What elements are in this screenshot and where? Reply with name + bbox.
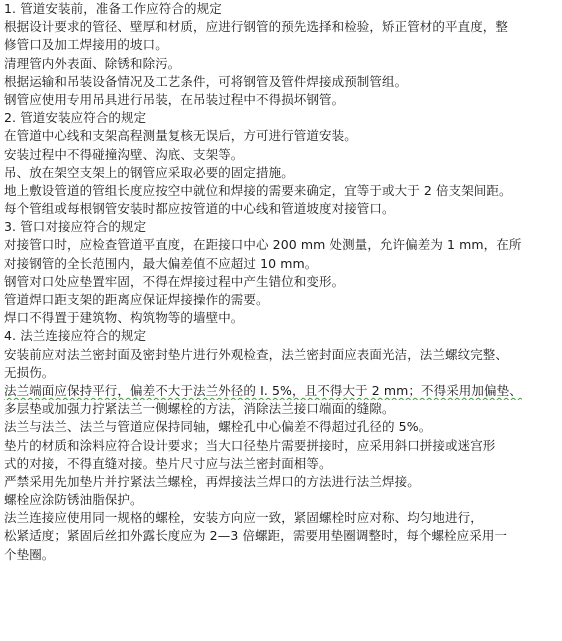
paragraph-line: 修管口及加工焊接用的坡口。 [4,37,168,53]
section-1-heading: 1. 管道安装前，准备工作应符合的规定 [4,1,222,16]
section-4-heading: 4. 法兰连接应符合的规定 [4,328,147,344]
paragraph-line: 对接管口时，应检查管道平直度，在距接口中心 200 mm 处测量，允许偏差为 1 mm，在所 [4,237,522,253]
paragraph-line: 在管道中心线和支架高程测量复核无误后，方可进行管道安装。 [4,128,357,144]
paragraph-line: 法兰与法兰、法兰与管道应保持同轴，螺栓孔中心偏差不得超过孔径的 5%。 [4,419,432,435]
paragraph-line: 安装前应对法兰密封面及密封垫片进行外观检查，法兰密封面应表面光洁，法兰螺纹完整、 [4,346,509,362]
paragraph-line: 对接钢管的全长范围内，最大偏差值不应超过 10 mm。 [4,255,318,271]
paragraph-line: 吊、放在架空支架上的钢管应采取必要的固定措施。 [4,164,294,180]
paragraph-line: 每个管组或每根钢管安装时都应按管道的中心线和管道坡度对接管口。 [4,201,395,217]
paragraph-line: 地上敷设管道的管组长度应按空中就位和焊接的需要来确定，宜等于或大于 2 倍支架间距。 [4,182,512,198]
paragraph-line: 式的对接，不得直缝对接。垫片尺寸应与法兰密封面相等。 [4,455,332,471]
paragraph-line: 焊口不得置于建筑物、构筑物等的墙壁中。 [4,310,244,326]
paragraph-line: 根据运输和吊装设备情况及工艺条件，可将钢管及管件焊接成预制管组。 [4,73,408,89]
paragraph-line: 多层垫或加强力拧紧法兰一侧螺栓的方法，消除法兰接口端面的缝隙。 [4,401,395,417]
paragraph-line: 法兰端面应保持平行，偏差不大于法兰外径的 I. 5%，且不得大于 2 mm；不得采用加偏垫、 [4,382,522,398]
paragraph-line: 无损伤。 [4,364,55,380]
paragraph-line: 螺栓应涂防锈油脂保护。 [4,492,143,508]
paragraph-line: 松紧适度；紧固后丝扣外露长度应为 2—3 倍螺距，需要用垫圈调整时，每个螺栓应采用一 [4,528,508,544]
document-body [4,0,560,564]
paragraph-line: 个垫圈。 [4,546,55,562]
paragraph-line: 钢管应使用专用吊具进行吊装，在吊装过程中不得损坏钢管。 [4,91,345,107]
paragraph-line: 垫片的材质和涂料应符合设计要求；当大口径垫片需要拼接时，应采用斜口拼接或迷宫形 [4,437,496,453]
paragraph-line: 钢管对口处应垫置牢固，不得在焊接过程中产生错位和变形。 [4,273,345,289]
paragraph-line: 法兰连接应使用同一规格的螺栓，安装方向应一致，紧固螺栓时应对称、均匀地进行， [4,510,483,526]
paragraph-line: 清理管内外表面、除锈和除污。 [4,55,181,71]
section-2-heading: 2. 管道安装应符合的规定 [4,110,147,126]
section-3-heading: 3. 管口对接应符合的规定 [4,219,147,235]
paragraph-line: 根据设计要求的管径、壁厚和材质，应进行钢管的预先选择和检验，矫正管材的平直度，整 [4,19,509,35]
paragraph-line: 严禁采用先加垫片并拧紧法兰螺栓，再焊接法兰焊口的方法进行法兰焊接。 [4,473,420,489]
paragraph-line: 安装过程中不得碰撞沟壁、沟底、支架等。 [4,146,244,162]
paragraph-line: 管道焊口距支架的距离应保证焊接操作的需要。 [4,292,269,307]
